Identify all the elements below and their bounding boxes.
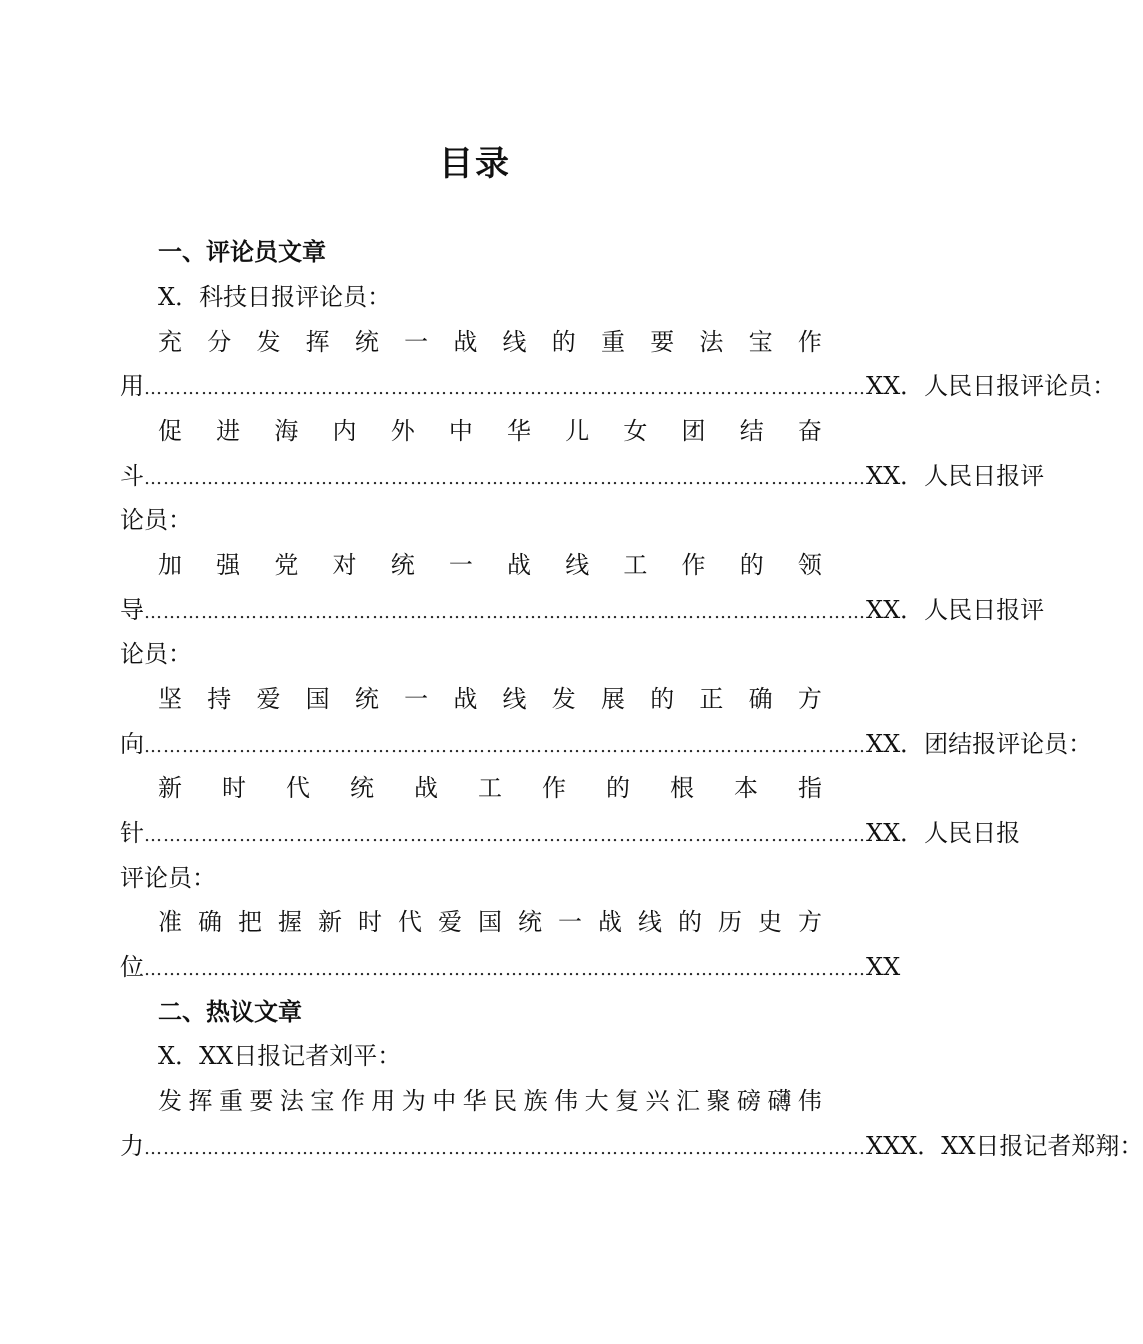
toc-title-char: 时 bbox=[358, 908, 382, 936]
page-title: 目录 bbox=[439, 144, 511, 184]
toc-title-char: 对 bbox=[332, 551, 357, 579]
toc-title-char: 本 bbox=[734, 774, 758, 802]
toc-entry-title[interactable] bbox=[158, 900, 822, 944]
toc-title-char: 为 bbox=[401, 1087, 426, 1115]
toc-title-char: 正 bbox=[699, 685, 724, 713]
toc-title-char: 女 bbox=[623, 417, 648, 445]
toc-title-char: 国 bbox=[305, 685, 330, 713]
toc-title-char: 海 bbox=[274, 417, 299, 445]
toc-entry-next-author-cont: 论员： bbox=[120, 506, 192, 534]
toc-entry-leader[interactable] bbox=[120, 364, 1117, 408]
toc-title-char: 领 bbox=[797, 551, 822, 579]
toc-title-char: 挥 bbox=[188, 1087, 213, 1115]
toc-entry-leader[interactable] bbox=[120, 811, 1021, 855]
toc-title-char: 儿 bbox=[565, 417, 590, 445]
toc-entry-title-end: 力 bbox=[120, 1132, 144, 1160]
toc-title-char: 重 bbox=[600, 328, 625, 356]
toc-title-char: 一 bbox=[404, 328, 429, 356]
toc-title-char: 要 bbox=[650, 328, 675, 356]
toc-title-char: 族 bbox=[523, 1087, 548, 1115]
toc-title-char: 法 bbox=[279, 1087, 304, 1115]
toc-title-char: 中 bbox=[432, 1087, 457, 1115]
toc-title-char: 工 bbox=[478, 774, 502, 802]
section-heading-1: 一、评论员文章 bbox=[158, 238, 326, 266]
toc-entry-next-author-cont: 评论员： bbox=[120, 864, 216, 892]
toc-entry-next-author: XX．人民日报 bbox=[866, 819, 1021, 847]
toc-title-char: 展 bbox=[600, 685, 625, 713]
toc-title-char: 工 bbox=[623, 551, 648, 579]
dot-leader: …………………………………………………………………………………………………… bbox=[144, 1138, 866, 1159]
toc-title-char: 的 bbox=[739, 551, 764, 579]
toc-entry-title-end: 针 bbox=[120, 819, 144, 847]
toc-title-char: 握 bbox=[278, 908, 302, 936]
toc-title-char: 伟 bbox=[554, 1087, 579, 1115]
toc-title-char: 作 bbox=[681, 551, 706, 579]
toc-title-char: 的 bbox=[650, 685, 675, 713]
toc-title-char: 史 bbox=[758, 908, 782, 936]
toc-title-char: 新 bbox=[318, 908, 342, 936]
toc-title-char: 强 bbox=[216, 551, 241, 579]
toc-title-char: 代 bbox=[286, 774, 310, 802]
toc-entry-title-end: 向 bbox=[120, 730, 144, 758]
toc-entry-title-end: 斗 bbox=[120, 462, 144, 490]
toc-title-char: 统 bbox=[390, 551, 415, 579]
toc-title-char: 的 bbox=[678, 908, 702, 936]
toc-entry-next-author: XX．人民日报评 bbox=[866, 462, 1045, 490]
toc-entry-next-author-cont: 论员： bbox=[120, 640, 192, 668]
toc-title-char: 作 bbox=[797, 328, 822, 356]
toc-title-char: 结 bbox=[739, 417, 764, 445]
toc-title-char: 线 bbox=[565, 551, 590, 579]
toc-title-char: 外 bbox=[390, 417, 415, 445]
toc-title-char: 聚 bbox=[706, 1087, 731, 1115]
toc-title-char: 民 bbox=[493, 1087, 518, 1115]
toc-title-char: 法 bbox=[699, 328, 724, 356]
toc-entry-title[interactable] bbox=[158, 766, 822, 810]
toc-title-char: 大 bbox=[584, 1087, 609, 1115]
toc-entry-page: XX bbox=[866, 953, 901, 981]
toc-title-char: 确 bbox=[748, 685, 773, 713]
toc-title-char: 爱 bbox=[438, 908, 462, 936]
section-heading-2: 二、热议文章 bbox=[158, 998, 302, 1026]
toc-title-char: 伟 bbox=[797, 1087, 822, 1115]
dot-leader: …………………………………………………………………………………………………… bbox=[144, 378, 866, 399]
toc-entry-title[interactable] bbox=[158, 1079, 822, 1123]
toc-title-char: 时 bbox=[222, 774, 246, 802]
toc-title-char: 兴 bbox=[645, 1087, 670, 1115]
toc-title-char: 充 bbox=[158, 328, 182, 356]
toc-title-char: 方 bbox=[797, 685, 822, 713]
toc-title-char: 内 bbox=[332, 417, 357, 445]
toc-title-char: 加 bbox=[158, 551, 182, 579]
toc-title-char: 党 bbox=[274, 551, 299, 579]
toc-title-char: 战 bbox=[453, 328, 478, 356]
toc-title-char: 的 bbox=[606, 774, 630, 802]
toc-title-char: 要 bbox=[249, 1087, 274, 1115]
toc-title-char: 坚 bbox=[158, 685, 182, 713]
toc-title-char: 一 bbox=[558, 908, 582, 936]
toc-title-char: 的 bbox=[551, 328, 576, 356]
toc-title-char: 代 bbox=[398, 908, 422, 936]
toc-title-char: 爱 bbox=[256, 685, 281, 713]
toc-title-char: 重 bbox=[218, 1087, 243, 1115]
toc-entry-title[interactable] bbox=[158, 543, 822, 587]
toc-entry-next-author: XXX．XX日报记者郑翔： bbox=[866, 1132, 1143, 1160]
toc-entry-title-end: 用 bbox=[120, 372, 144, 400]
dot-leader: …………………………………………………………………………………………………… bbox=[144, 602, 866, 623]
toc-title-char: 礴 bbox=[767, 1087, 792, 1115]
toc-title-char: 统 bbox=[354, 328, 379, 356]
dot-leader: …………………………………………………………………………………………………… bbox=[144, 736, 866, 757]
toc-title-char: 发 bbox=[551, 685, 576, 713]
toc-entry-title[interactable] bbox=[158, 677, 822, 721]
toc-author-line: X．科技日报评论员： bbox=[158, 283, 392, 311]
toc-title-char: 奋 bbox=[797, 417, 822, 445]
toc-title-char: 促 bbox=[158, 417, 182, 445]
toc-title-char: 汇 bbox=[675, 1087, 700, 1115]
toc-title-char: 挥 bbox=[305, 328, 330, 356]
dot-leader: …………………………………………………………………………………………………… bbox=[144, 959, 866, 980]
toc-title-char: 指 bbox=[798, 774, 822, 802]
toc-entry-title-end: 位 bbox=[120, 953, 144, 981]
toc-entry-title[interactable] bbox=[158, 409, 822, 453]
toc-title-char: 线 bbox=[638, 908, 662, 936]
toc-title-char: 分 bbox=[207, 328, 232, 356]
dot-leader: …………………………………………………………………………………………………… bbox=[144, 825, 866, 846]
toc-title-char: 战 bbox=[507, 551, 532, 579]
toc-title-char: 作 bbox=[340, 1087, 365, 1115]
toc-title-char: 统 bbox=[354, 685, 379, 713]
toc-entry-next-author: XX．人民日报评 bbox=[866, 596, 1045, 624]
dot-leader: …………………………………………………………………………………………………… bbox=[144, 468, 866, 489]
toc-title-char: 宝 bbox=[310, 1087, 335, 1115]
toc-entry-title[interactable] bbox=[158, 320, 822, 364]
toc-title-char: 确 bbox=[198, 908, 222, 936]
toc-title-char: 根 bbox=[670, 774, 694, 802]
toc-title-char: 一 bbox=[448, 551, 473, 579]
toc-title-char: 线 bbox=[502, 328, 527, 356]
toc-title-char: 战 bbox=[453, 685, 478, 713]
toc-title-char: 进 bbox=[216, 417, 241, 445]
toc-entry-leader[interactable] bbox=[120, 454, 1045, 498]
toc-title-char: 一 bbox=[404, 685, 429, 713]
toc-title-char: 发 bbox=[256, 328, 281, 356]
toc-title-char: 发 bbox=[158, 1087, 182, 1115]
toc-title-char: 持 bbox=[207, 685, 232, 713]
toc-title-char: 方 bbox=[798, 908, 822, 936]
toc-title-char: 战 bbox=[414, 774, 438, 802]
toc-title-char: 用 bbox=[371, 1087, 396, 1115]
toc-entry-next-author: XX．人民日报评论员： bbox=[866, 372, 1117, 400]
toc-title-char: 新 bbox=[158, 774, 182, 802]
toc-title-char: 统 bbox=[518, 908, 542, 936]
toc-title-char: 磅 bbox=[736, 1087, 761, 1115]
toc-entry-next-author: XX．团结报评论员： bbox=[866, 730, 1093, 758]
toc-title-char: 把 bbox=[238, 908, 262, 936]
toc-entry-title-end: 导 bbox=[120, 596, 144, 624]
toc-title-char: 战 bbox=[598, 908, 622, 936]
toc-title-char: 中 bbox=[448, 417, 473, 445]
toc-title-char: 作 bbox=[542, 774, 566, 802]
toc-title-char: 宝 bbox=[748, 328, 773, 356]
toc-title-char: 华 bbox=[462, 1087, 487, 1115]
toc-author-line: X．XX日报记者刘平： bbox=[158, 1042, 402, 1070]
toc-entry-leader[interactable] bbox=[120, 1124, 1143, 1168]
toc-title-char: 复 bbox=[615, 1087, 640, 1115]
toc-title-char: 历 bbox=[718, 908, 742, 936]
toc-title-char: 准 bbox=[158, 908, 182, 936]
toc-entry-leader[interactable] bbox=[120, 722, 1093, 766]
toc-title-char: 团 bbox=[681, 417, 706, 445]
toc-entry-leader[interactable] bbox=[120, 588, 1045, 632]
toc-title-char: 线 bbox=[502, 685, 527, 713]
toc-entry-leader[interactable] bbox=[120, 945, 901, 989]
toc-title-char: 华 bbox=[507, 417, 532, 445]
toc-title-char: 国 bbox=[478, 908, 502, 936]
toc-title-char: 统 bbox=[350, 774, 374, 802]
